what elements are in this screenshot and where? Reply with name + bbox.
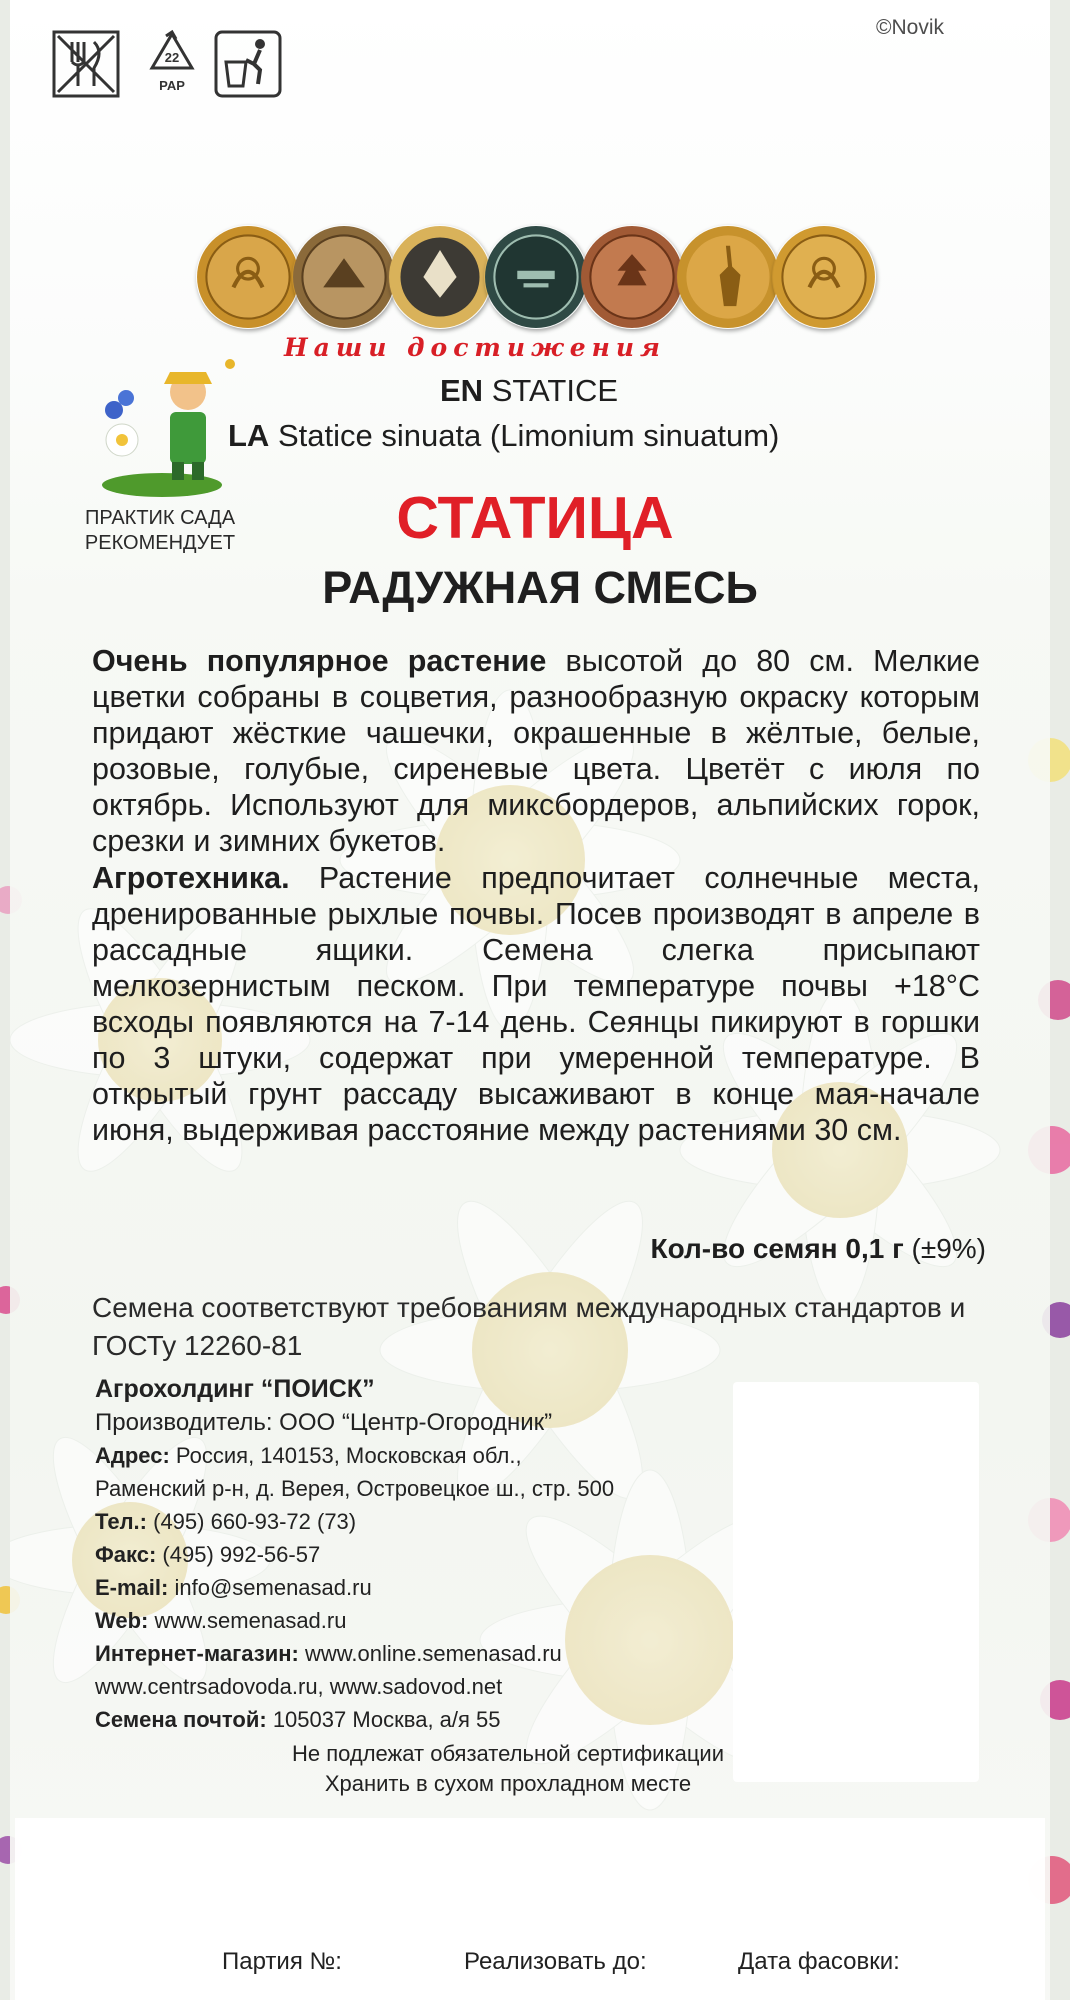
address-label: Адрес: [95,1443,170,1468]
recycle-label: PAP [159,78,185,93]
producer: Производитель: ООО “Центр-Огородник” [95,1409,553,1436]
seed-quantity [651,1233,986,1265]
address-line-1 [95,1439,735,1472]
batch-label: Партия №: [222,1948,342,1975]
phone-line [95,1505,735,1538]
seed-qty-tolerance: (±9%) [911,1233,986,1264]
english-name [440,373,618,409]
storage-instructions: Хранить в сухом прохладном месте [324,1771,692,1796]
en-name: STATICE [491,373,619,408]
description [92,643,980,1148]
agrotech-text: Растение предпочитает солнечные места, дренированные рыхлые почвы. Посев производят в апреле в рассадные ящики. Семена слегка присыпают мелкозернистым песком. При температуре почвы +18°С всходы появляются на 7-14 день. Сеянцы пикируют в горшки по 3 штуки, содержат при умеренной температуре. В открытый грунт рассаду высаживают в конце мая-начале июня, выдерживая расстояние между растениями 30 см. [92,860,980,1148]
medal-copper-icon [580,225,684,329]
no-food-contact-icon [50,28,122,100]
copyright: ©Novik [876,16,944,39]
medals-row [196,225,868,335]
agrotech-heading: Агротехника. [92,860,290,895]
description-intro-text: высотой до 80 см. Мелкие цветки собраны в соцветия, разнообразную окраску которым придают жёсткие чашечки, окрашенные в жёлтые, белые, розовые, голубые, сиреневые цвета. Цветёт с июля по октябрь. Используют для миксбордеров, альпийских горок, срезки и зимних букетов. [92,644,980,859]
shop-line [95,1637,735,1670]
shop-more-line: www.centrsadovoda.ru, www.sadovod.net [95,1674,503,1699]
shop-label: Интернет-магазин: [95,1641,299,1666]
email-line [95,1571,735,1604]
medal-dark-icon [484,225,588,329]
mail-value: 105037 Москва, а/я 55 [266,1707,501,1732]
stamp-area [733,1382,979,1782]
web-value: www.semenasad.ru [148,1608,347,1633]
medal-gold-icon [196,225,300,329]
web-line [95,1604,735,1637]
certification-note: Не подлежат обязательной сертификации [291,1741,724,1766]
la-prefix: LA [228,418,270,453]
medal-bronze-icon [292,225,396,329]
en-prefix: EN [440,373,484,408]
sell-by-label: Реализовать до: [464,1948,647,1975]
mail-line [95,1703,735,1736]
packed-date-label: Дата фасовки: [738,1948,900,1975]
fax-line [95,1538,735,1571]
web-label: Web: [95,1608,149,1633]
fax-value: (495) 992-56-57 [156,1542,321,1567]
shop-value: www.online.semenasad.ru [298,1641,562,1666]
medal-gold-icon [772,225,876,329]
gardener-mascot-icon [92,350,242,500]
medals-caption: Наши достижения [284,333,666,362]
la-name: Statice sinuata (Limonium sinuatum) [277,418,780,453]
phone-value: (495) 660-93-72 (73) [147,1509,357,1534]
fax-label: Факс: [95,1542,157,1567]
litter-bin-icon [212,28,284,100]
description-intro-bold: Очень популярное растение [92,644,547,678]
address-line-2: Раменский р-н, д. Верея, Островецкое ш., стр. 500 [95,1476,615,1501]
storage-note [248,1739,768,1799]
latin-name [228,418,779,454]
badge-line-1: ПРАКТИК САДА [84,507,236,529]
address-value-1: Россия, 140153, Московская обл., [169,1443,522,1468]
company-name: Агрохолдинг “ПОИСК” [95,1375,375,1403]
contacts-block [95,1372,735,1736]
email-value: info@semenasad.ru [168,1575,372,1600]
seed-qty-label: Кол-во семян 0,1 г [650,1233,904,1264]
product-title: СТАТИЦА [396,485,674,551]
email-label: E-mail: [95,1575,169,1600]
recycle-pap-icon [136,28,208,100]
recycle-number: 22 [164,50,180,65]
mail-label: Семена почтой: [95,1707,267,1732]
standards-note: Семена соответствуют требованиям международных стандартов и ГОСТу 12260-81 [92,1292,966,1361]
badge-line-2: РЕКОМЕНДУЕТ [84,532,236,554]
product-subtitle: РАДУЖНАЯ СМЕСЬ [322,562,758,613]
phone-label: Тел.: [95,1509,147,1534]
medal-gold-figure-icon [676,225,780,329]
medal-silver-icon [388,225,492,329]
